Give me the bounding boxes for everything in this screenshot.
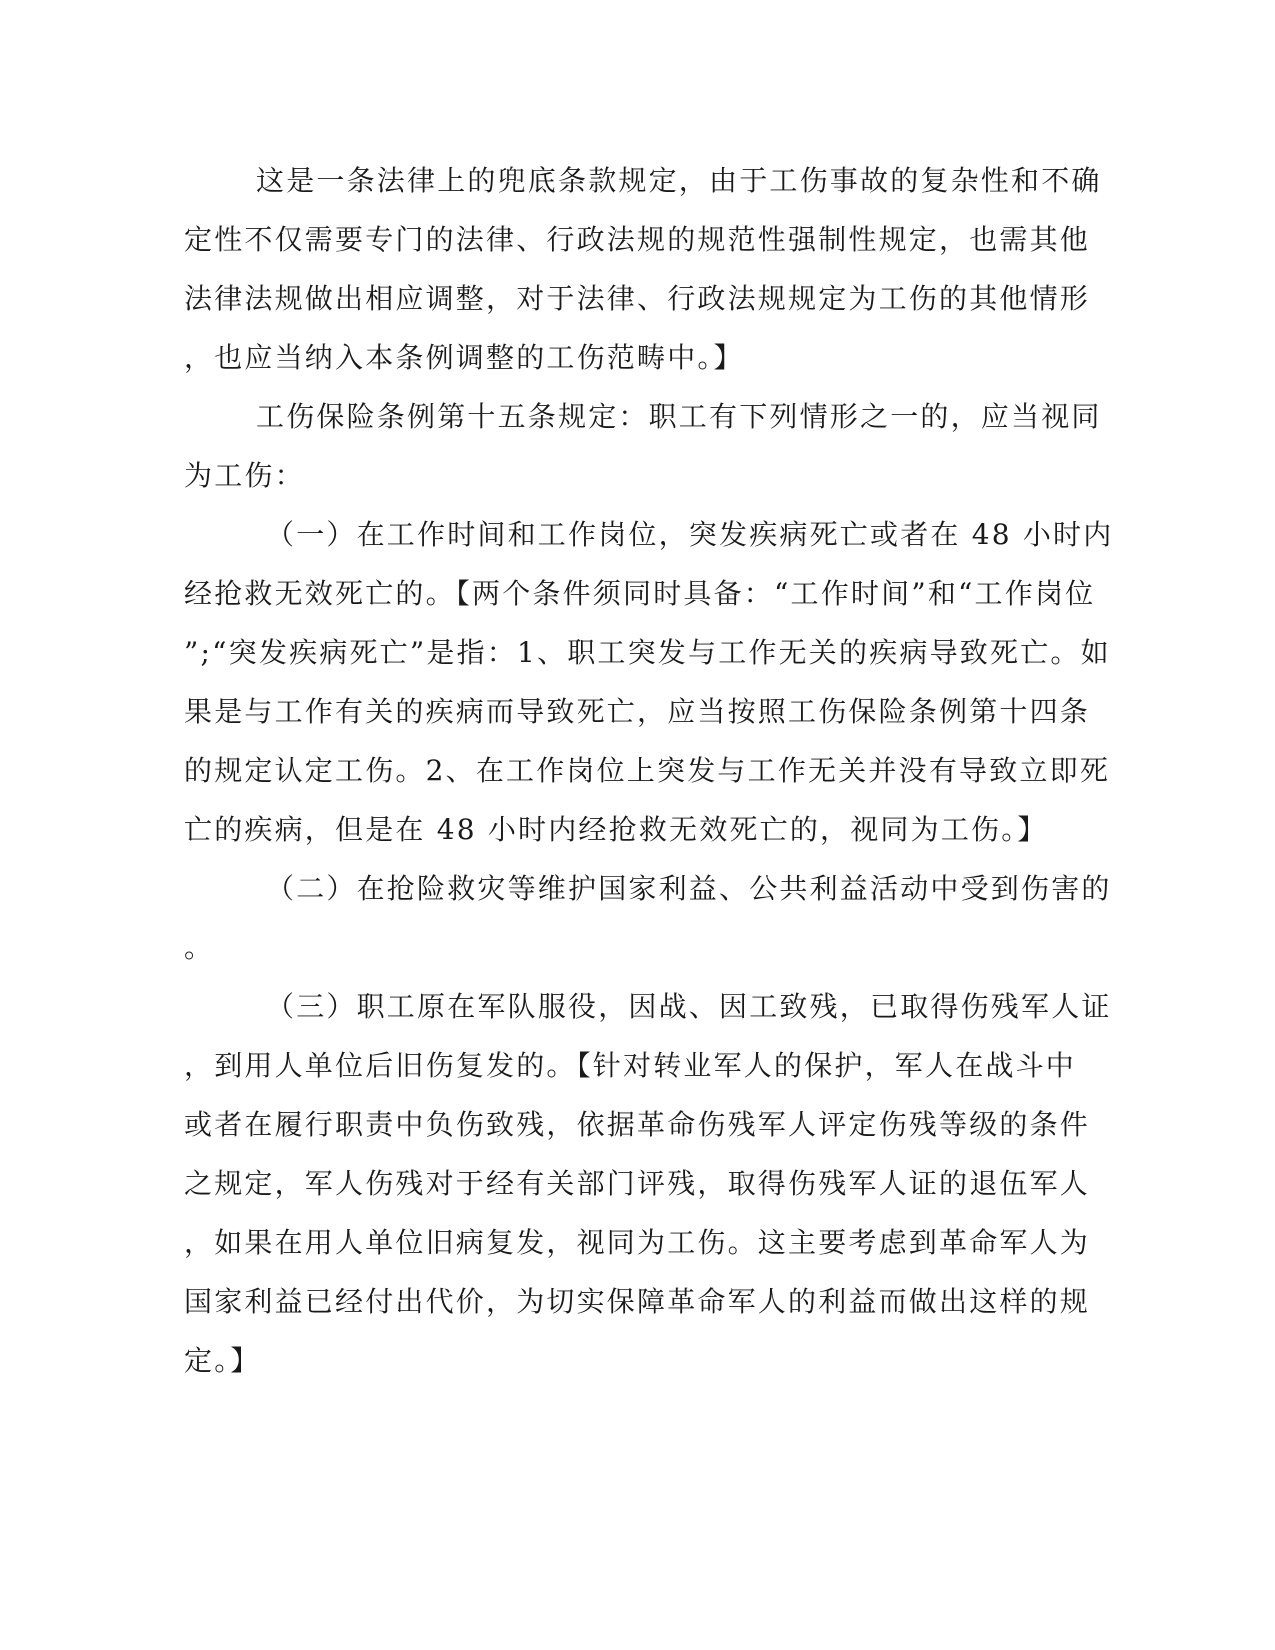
paragraph-line: ，如果在用人单位旧病复发，视同为工伤。这主要考虑到革命军人为: [184, 1226, 1091, 1259]
paragraph-line: （三）职工原在军队服役，因战、因工致残，已取得伤残军人证: [266, 990, 1112, 1023]
paragraph-line: 之规定，军人伤残对于经有关部门评残，取得伤残军人证的退伍军人: [184, 1167, 1091, 1200]
paragraph-line: 亡的疾病，但是在 48 小时内经抢救无效死亡的，视同为工伤。】: [184, 813, 1048, 846]
paragraph-line: 工伤保险条例第十五条规定：职工有下列情形之一的，应当视同: [256, 400, 1102, 433]
paragraph-line: 定性不仅需要专门的法律、行政法规的规范性强制性规定，也需其他: [184, 223, 1091, 256]
paragraph-line: 定。】: [184, 1344, 261, 1377]
paragraph-line: （一）在工作时间和工作岗位，突发疾病死亡或者在 48 小时内: [266, 518, 1114, 551]
paragraph-line: 的规定认定工伤。2、在工作岗位上突发与工作无关并没有导致立即死: [184, 754, 1111, 787]
paragraph-line: 为工伤：: [184, 459, 305, 492]
paragraph-line: 果是与工作有关的疾病而导致死亡，应当按照工伤保险条例第十四条: [184, 695, 1091, 728]
paragraph-line: 或者在履行职责中负伤致残，依据革命伤残军人评定伤残等级的条件: [184, 1108, 1091, 1141]
paragraph-line: ，到用人单位后旧伤复发的。【针对转业军人的保护，军人在战斗中: [184, 1049, 1077, 1082]
paragraph-line: 法律法规做出相应调整，对于法律、行政法规规定为工伤的其他情形: [184, 282, 1091, 315]
paragraph-line: （二）在抢险救灾等维护国家利益、公共利益活动中受到伤害的: [266, 872, 1112, 905]
paragraph-line: 。: [184, 931, 215, 964]
paragraph-line: ，也应当纳入本条例调整的工伤范畴中。】: [184, 341, 744, 374]
paragraph-line: 国家利益已经付出代价，为切实保障革命军人的利益而做出这样的规: [184, 1285, 1091, 1318]
paragraph-line: 经抢救无效死亡的。【两个条件须同时具备：“工作时间”和“工作岗位: [184, 577, 1096, 610]
paragraph-line: ”;“突发疾病死亡”是指：1、职工突发与工作无关的疾病导致死亡。如: [184, 636, 1111, 669]
paragraph-line: 这是一条法律上的兜底条款规定，由于工伤事故的复杂性和不确: [256, 164, 1102, 197]
